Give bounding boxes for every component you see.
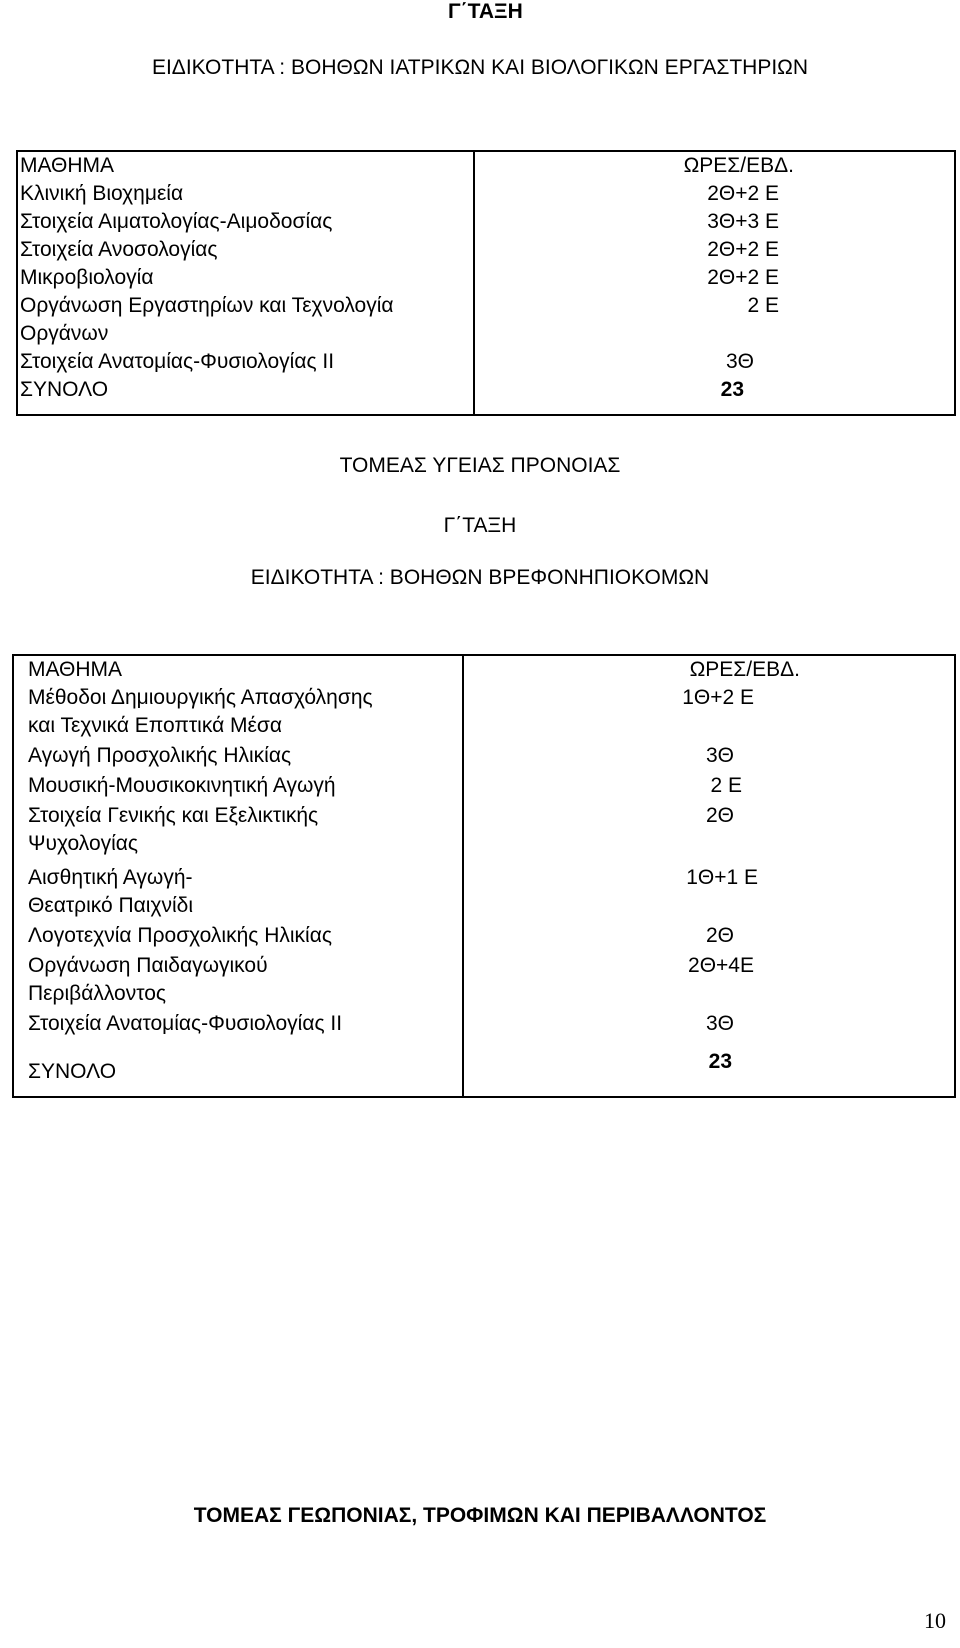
table-row-hours: 2Θ+2 Ε — [707, 238, 779, 261]
table-total-label: ΣΥΝΟΛΟ — [20, 378, 109, 401]
table-row-subject-cont: Ψυχολογίας — [28, 832, 139, 855]
table-header-hours: ΩΡΕΣ/ΕΒΔ. — [689, 658, 800, 681]
table-row-hours: 1Θ+1 Ε — [686, 866, 758, 889]
table-column-divider — [473, 152, 475, 414]
table-row-subject: Κλινική Βιοχημεία — [20, 182, 184, 205]
table-row-hours: 2Θ — [705, 924, 734, 947]
class-title-1: Γ΄ΤΑΞΗ — [448, 0, 523, 23]
table-row-subject: Μέθοδοι Δημιουργικής Απασχόλησης — [28, 686, 373, 709]
table-row-hours: 2Θ+2 Ε — [707, 266, 779, 289]
table-row-subject: Οργάνωση Εργαστηρίων και Τεχνολογία — [20, 294, 394, 317]
table-row-hours: 3Θ — [705, 1012, 734, 1035]
table-row-subject: Στοιχεία Γενικής και Εξελικτικής — [28, 804, 319, 827]
table-row-hours: 3Θ — [725, 350, 754, 373]
table-total-value: 23 — [708, 1050, 732, 1073]
page-number: 10 — [924, 1608, 946, 1633]
table-row-hours: 3Θ — [705, 744, 734, 767]
table-total-label: ΣΥΝΟΛΟ — [28, 1060, 117, 1083]
table-row-subject: Οργάνωση Παιδαγωγικού — [28, 954, 268, 977]
table-row-subject: Στοιχεία Αιματολογίας-Αιμοδοσίας — [20, 210, 333, 233]
table-header-subject: ΜΑΘΗΜΑ — [20, 154, 115, 177]
table-row-subject: Στοιχεία Ανοσολογίας — [20, 238, 218, 261]
table-row-subject: Μουσική-Μουσικοκινητική Αγωγή — [28, 774, 336, 797]
table-row-hours: 1Θ+2 Ε — [682, 686, 754, 709]
table-row-subject-cont: Θεατρικό Παιχνίδι — [28, 894, 194, 917]
subjects-table-2 — [12, 654, 956, 1098]
table-row-subject: Μικροβιολογία — [20, 266, 154, 289]
next-sector-title: ΤΟΜΕΑΣ ΓΕΩΠΟΝΙΑΣ, ΤΡΟΦΙΜΩΝ ΚΑΙ ΠΕΡΙΒΑΛΛΟΝΤΟΣ — [193, 1504, 767, 1527]
specialty-title-1: ΕΙΔΙΚΟΤΗΤΑ : ΒΟΗΘΩΝ ΙΑΤΡΙΚΩΝ ΚΑΙ ΒΙΟΛΟΓΙΚΩΝ ΕΡΓΑΣΤΗΡΙΩΝ — [151, 56, 809, 79]
table-row-hours: 2Θ+4Ε — [688, 954, 754, 977]
table-row-subject: Αγωγή Προσχολικής Ηλικίας — [28, 744, 292, 767]
table-row-subject: Στοιχεία Ανατομίας-Φυσιολογίας ΙΙ — [28, 1012, 343, 1035]
table-row-subject: Λογοτεχνία Προσχολικής Ηλικίας — [28, 924, 332, 947]
table-row-subject: Αισθητική Αγωγή- — [28, 866, 193, 889]
table-total-value: 23 — [720, 378, 744, 401]
table-row-hours: 2 Ε — [710, 774, 742, 797]
table-row-hours: 2 Ε — [747, 294, 779, 317]
table-column-divider — [462, 656, 464, 1096]
table-header-subject: ΜΑΘΗΜΑ — [28, 658, 123, 681]
table-row-subject-cont: Περιβάλλοντος — [28, 982, 167, 1005]
subjects-table-1 — [16, 150, 956, 416]
table-header-hours: ΩΡΕΣ/ΕΒΔ. — [683, 154, 794, 177]
class-title-2: Γ΄ΤΑΞΗ — [443, 514, 517, 537]
table-row-subject-cont: και Τεχνικά Εποπτικά Μέσα — [28, 714, 282, 737]
table-row-hours: 3Θ+3 Ε — [707, 210, 779, 233]
table-row-hours: 2Θ — [705, 804, 734, 827]
sector-title: ΤΟΜΕΑΣ ΥΓΕΙΑΣ ΠΡΟΝΟΙΑΣ — [339, 454, 621, 477]
table-row-hours: 2Θ+2 Ε — [707, 182, 779, 205]
specialty-title-2: ΕΙΔΙΚΟΤΗΤΑ : ΒΟΗΘΩΝ ΒΡΕΦΟΝΗΠΙΟΚΟΜΩΝ — [250, 566, 710, 589]
table-row-subject: Στοιχεία Ανατομίας-Φυσιολογίας ΙΙ — [20, 350, 335, 373]
table-row-subject-cont: Οργάνων — [20, 322, 109, 345]
